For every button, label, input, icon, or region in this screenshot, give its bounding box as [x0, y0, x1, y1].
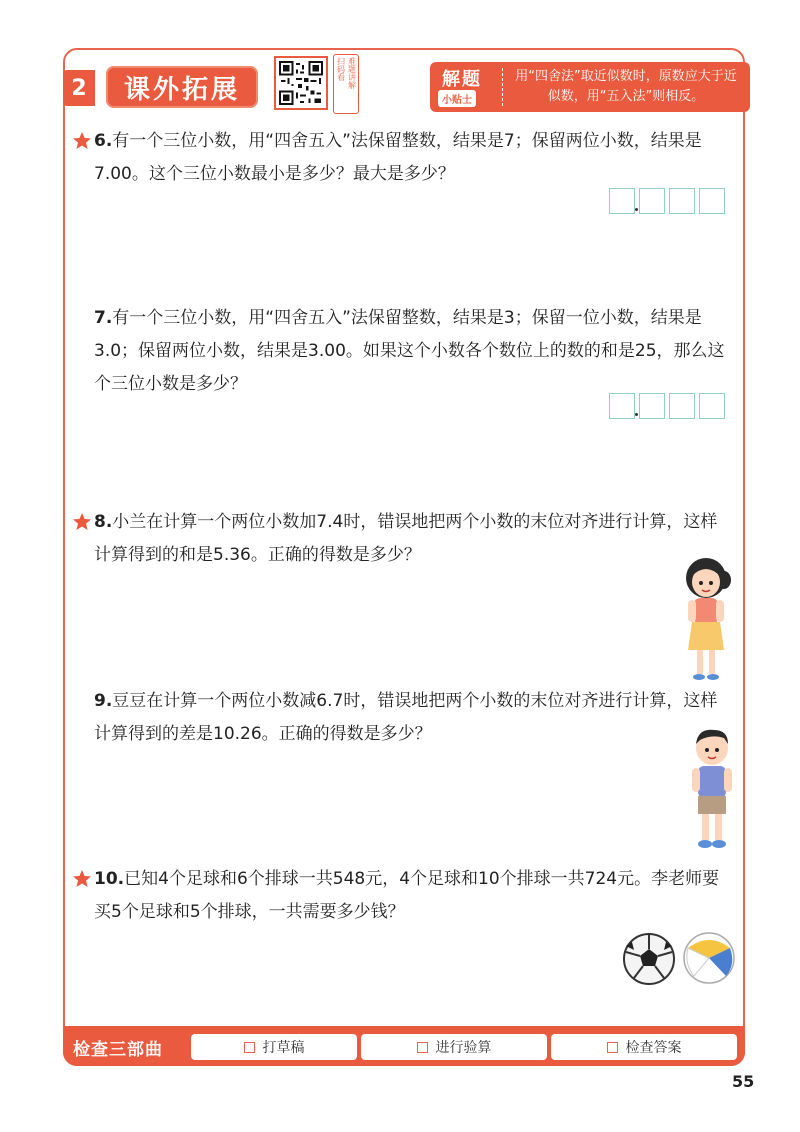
problem-8-number: 8. — [94, 512, 113, 532]
problem-10-text: 已知4个足球和6个排球一共548元，4个足球和10个排球一共724元。李老师要买5个足球和5个排球，一共需要多少钱？ — [94, 869, 720, 922]
checklist-label: 检查三部曲 — [73, 1040, 163, 1060]
answer-box[interactable] — [669, 393, 695, 419]
tip-title: 解题 — [442, 69, 482, 90]
step-check-answer-label: 检查答案 — [625, 1040, 682, 1056]
problem-10-number: 10. — [94, 869, 125, 889]
problem-7-number: 7. — [94, 308, 113, 328]
star-icon — [72, 869, 92, 889]
page-number: 55 — [732, 1072, 755, 1091]
scan-hint-line-2: 难题讲解 — [347, 57, 357, 89]
girl-illustration — [676, 556, 736, 684]
checkbox-icon[interactable] — [417, 1042, 428, 1053]
answer-boxes-6[interactable] — [609, 188, 729, 214]
step-check-answer[interactable] — [551, 1034, 737, 1060]
answer-box[interactable] — [639, 188, 665, 214]
step-draft[interactable] — [191, 1034, 357, 1060]
tip-badge: 小贴士 — [438, 90, 476, 107]
section-number: 2 — [63, 70, 95, 106]
volleyball-icon — [682, 930, 736, 986]
checkbox-icon[interactable] — [607, 1042, 618, 1053]
tip-divider — [502, 68, 503, 106]
qr-code-icon[interactable] — [274, 56, 328, 110]
problem-10 — [94, 863, 734, 929]
soccer-ball-icon — [622, 932, 676, 986]
problem-6 — [94, 125, 734, 191]
answer-box[interactable] — [669, 188, 695, 214]
star-icon — [72, 512, 92, 532]
answer-box[interactable] — [609, 393, 635, 419]
star-icon — [72, 131, 92, 151]
answer-box[interactable] — [639, 393, 665, 419]
problem-8-text: 小兰在计算一个两位小数加7.4时，错误地把两个小数的末位对齐进行计算，这样计算得到的和是5.36。正确的得数是多少？ — [94, 512, 718, 565]
problem-7 — [94, 302, 734, 401]
tip-text: 用“四舍法”取近似数时，原数应大于近似数，用“五入法”则相反。 — [515, 69, 737, 104]
tip-box — [430, 62, 750, 112]
scan-hint-line-1: 扫码看 — [336, 57, 346, 81]
answer-boxes-7[interactable] — [609, 393, 729, 419]
answer-box[interactable] — [699, 188, 725, 214]
problem-7-text: 有一个三位小数，用“四舍五入”法保留整数，结果是3；保留一位小数，结果是3.0；保留两位小数，结果是3.00。如果这个小数各个数位上的数的和是25，那么这个三位小数是多少？ — [94, 308, 725, 394]
step-draft-label: 打草稿 — [262, 1040, 305, 1056]
answer-box[interactable] — [699, 393, 725, 419]
boy-illustration — [684, 724, 740, 854]
checklist-bar — [63, 1026, 745, 1066]
checkbox-icon[interactable] — [244, 1042, 255, 1053]
problem-9-text: 豆豆在计算一个两位小数减6.7时，错误地把两个小数的末位对齐进行计算，这样计算得到的差是10.26。正确的得数是多少？ — [94, 691, 718, 744]
step-verify[interactable] — [361, 1034, 547, 1060]
problem-6-text: 有一个三位小数，用“四舍五入”法保留整数，结果是7；保留两位小数，结果是7.00。这个三位小数最小是多少？最大是多少？ — [94, 131, 702, 184]
problem-8 — [94, 506, 734, 572]
problem-9 — [94, 685, 734, 751]
problem-9-number: 9. — [94, 691, 113, 711]
scan-hint-tag — [333, 54, 359, 114]
section-title: 课外拓展 — [106, 66, 258, 108]
answer-box[interactable] — [609, 188, 635, 214]
problem-6-number: 6. — [94, 131, 113, 151]
step-verify-label: 进行验算 — [435, 1040, 492, 1056]
